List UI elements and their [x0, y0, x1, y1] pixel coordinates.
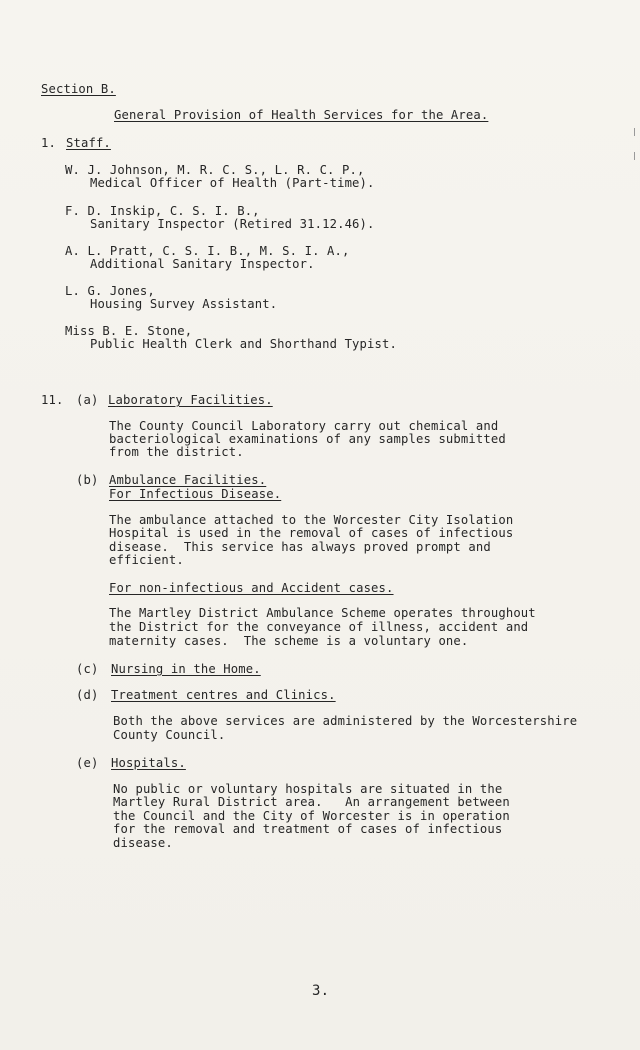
paragraph-line: The ambulance attached to the Worcester City Isolation — [109, 513, 514, 527]
paragraph-line: disease. This service has always proved prompt and — [109, 540, 491, 554]
item-b-subtitle: For non-infectious and Accident cases. — [109, 581, 394, 595]
staff-role: Additional Sanitary Inspector. — [90, 257, 315, 271]
paragraph-line: disease. — [113, 836, 173, 850]
paragraph-line: The County Council Laboratory carry out chemical and — [109, 419, 499, 433]
staff-number: 1. — [41, 136, 56, 150]
paragraph-line: bacteriological examinations of any samples submitted — [109, 432, 506, 446]
item-b-subtitle: For Infectious Disease. — [109, 487, 282, 501]
staff-role: Housing Survey Assistant. — [90, 297, 278, 311]
paragraph-line: maternity cases. The scheme is a voluntary one. — [109, 634, 469, 648]
item-d-title: Treatment centres and Clinics. — [111, 688, 336, 702]
item-b-title: Ambulance Facilities. — [109, 473, 267, 487]
item-d-label: (d) — [76, 688, 99, 702]
paragraph-line: Hospital is used in the removal of cases of infectious — [109, 526, 514, 540]
paragraph-line: the Council and the City of Worcester is in operation — [113, 809, 510, 823]
item-a-label: (a) — [76, 393, 99, 407]
section2-number: 11. — [41, 393, 64, 407]
item-c-label: (c) — [76, 662, 99, 676]
paragraph-line: County Council. — [113, 728, 226, 742]
item-e-label: (e) — [76, 756, 99, 770]
staff-title: Staff. — [66, 136, 111, 150]
paragraph-line: the District for the conveyance of illness, accident and — [109, 620, 529, 634]
staff-name: Miss B. E. Stone, — [65, 324, 193, 338]
scan-mark — [634, 152, 635, 160]
paragraph-line: from the district. — [109, 445, 244, 459]
paragraph-line: The Martley District Ambulance Scheme operates throughout — [109, 606, 536, 620]
page-heading: General Provision of Health Services for the Area. — [114, 108, 489, 122]
staff-role: Sanitary Inspector (Retired 31.12.46). — [90, 217, 375, 231]
paragraph-line: Martley Rural District area. An arrangement between — [113, 795, 510, 809]
paragraph-line: No public or voluntary hospitals are situated in the — [113, 782, 503, 796]
staff-role: Medical Officer of Health (Part-time). — [90, 176, 375, 190]
paragraph-line: for the removal and treatment of cases of infectious — [113, 822, 503, 836]
paragraph-line: efficient. — [109, 553, 184, 567]
item-a-title: Laboratory Facilities. — [108, 393, 273, 407]
item-b-label: (b) — [76, 473, 99, 487]
item-c-title: Nursing in the Home. — [111, 662, 261, 676]
page-number: 3. — [312, 983, 330, 999]
scan-mark — [634, 128, 635, 136]
staff-name: A. L. Pratt, C. S. I. B., M. S. I. A., — [65, 244, 350, 258]
staff-role: Public Health Clerk and Shorthand Typist. — [90, 337, 397, 351]
item-e-title: Hospitals. — [111, 756, 186, 770]
section-title: Section B. — [41, 82, 116, 96]
staff-name: F. D. Inskip, C. S. I. B., — [65, 204, 260, 218]
staff-name: L. G. Jones, — [65, 284, 155, 298]
paragraph-line: Both the above services are administered by the Worcestershire — [113, 714, 578, 728]
staff-name: W. J. Johnson, M. R. C. S., L. R. C. P., — [65, 163, 365, 177]
